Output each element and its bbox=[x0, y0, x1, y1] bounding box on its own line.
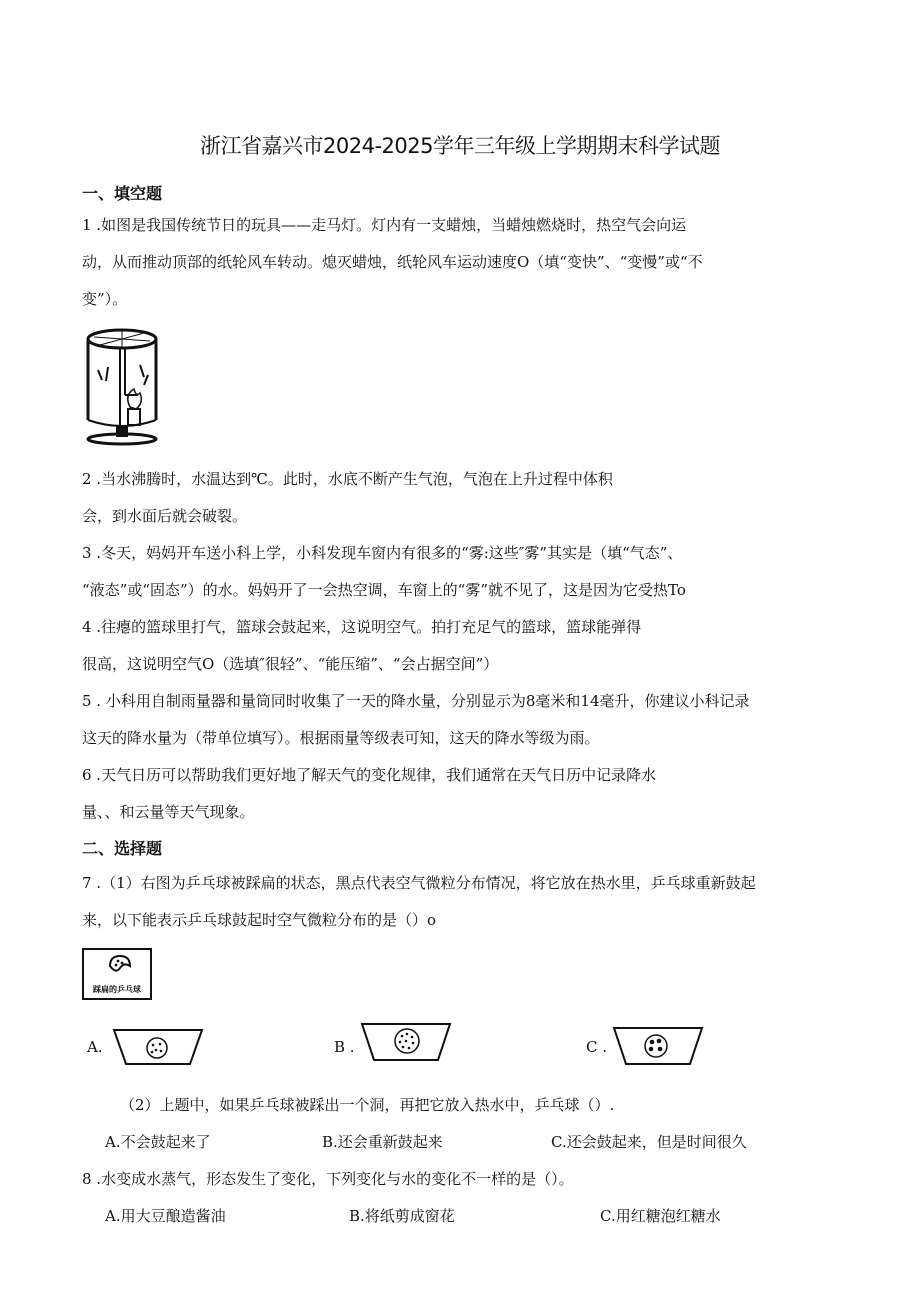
q3-line-2: “液态”或“固态”）的水。妈妈开了一会热空调，车窗上的“雾”就不见了，这是因为它受热To bbox=[82, 581, 686, 599]
lantern-figure bbox=[80, 325, 165, 450]
option-b-label: B . bbox=[334, 1038, 355, 1056]
q5-line-2: 这天的降水量为（带单位填写）。根据雨量等级表可知，这天的降水等级为雨。 bbox=[82, 729, 600, 747]
q7-sub2-option-c: C.还会鼓起来，但是时间很久 bbox=[551, 1133, 747, 1151]
q2-line-1: 2 .当水沸腾时，水温达到℃。此时，水底不断产生气泡，气泡在上升过程中体积 bbox=[82, 470, 613, 488]
option-a-basin bbox=[112, 1028, 204, 1066]
section-heading-choice: 二、选择题 bbox=[82, 839, 163, 858]
option-a-label: A. bbox=[87, 1038, 103, 1056]
option-b-basin bbox=[360, 1022, 452, 1062]
q8-option-b: B.将纸剪成窗花 bbox=[349, 1207, 455, 1225]
q7-sub2-option-a: A.不会鼓起来了 bbox=[105, 1133, 211, 1151]
option-c-label: C . bbox=[586, 1038, 608, 1056]
q6-line-2: 量、、和云量等天气现象。 bbox=[82, 803, 255, 821]
q7-line-1: 7 .（1）右图为乒乓球被踩扁的状态，黑点代表空气微粒分布情况，将它放在热水里，乒乓球重新鼓起 bbox=[82, 874, 756, 892]
q8-stem: 8 .水变成水蒸气，形态发生了变化，下列变化与水的变化不一样的是（）。 bbox=[82, 1170, 574, 1188]
section-heading-fill-blank: 一、填空题 bbox=[82, 184, 163, 203]
q2-line-2: 会，到水面后就会破裂。 bbox=[82, 507, 248, 525]
option-c-basin bbox=[612, 1026, 704, 1066]
q1-line-3: 变”）。 bbox=[82, 290, 128, 308]
q4-line-2: 很高，这说明空气O（选填″很轻”、“能压缩”、“会占据空间”） bbox=[82, 655, 499, 673]
page-title: 浙江省嘉兴市2024-2025学年三年级上学期期末科学试题 bbox=[200, 134, 720, 158]
q8-option-c: C.用红糖泡红糖水 bbox=[600, 1207, 721, 1225]
q7-line-2: 来，以下能表示乒乓球鼓起时空气微粒分布的是（）o bbox=[82, 911, 437, 929]
q5-line-1: 5 . 小科用自制雨量器和量筒同时收集了一天的降水量，分别显示为8毫米和14毫升，你建议小科记录 bbox=[82, 692, 750, 710]
q8-option-a: A.用大豆酿造酱油 bbox=[105, 1207, 226, 1225]
flattened-ball-label: 踩扁的乒乓球 bbox=[93, 985, 141, 994]
q1-line-2: 动，从而推动顶部的纸轮风车转动。熄灭蜡烛，纸轮风车运动速度O（填“变快”、“变慢”或“不 bbox=[82, 253, 703, 271]
q1-line-1: 1 .如图是我国传统节日的玩具——走马灯。灯内有一支蜡烛，当蜡烛燃烧时，热空气会向运 bbox=[82, 216, 687, 234]
flattened-ball-icon bbox=[84, 952, 150, 982]
q7-sub2-stem: （2）上题中，如果乒乓球被踩出一个洞，再把它放入热水中，乒乓球（）. bbox=[120, 1096, 615, 1114]
flattened-ball-figure bbox=[82, 948, 152, 1000]
q6-line-1: 6 .天气日历可以帮助我们更好地了解天气的变化规律，我们通常在天气日历中记录降水 bbox=[82, 766, 657, 784]
q7-sub2-option-b: B.还会重新鼓起来 bbox=[322, 1133, 443, 1151]
q3-line-1: 3 .冬天，妈妈开车送小科上学，小科发现车窗内有很多的“雾:这些″雾”其实是（填“气态”、 bbox=[82, 544, 683, 562]
q4-line-1: 4 .往瘪的篮球里打气，篮球会鼓起来，这说明空气。拍打充足气的篮球，篮球能弹得 bbox=[82, 618, 642, 636]
